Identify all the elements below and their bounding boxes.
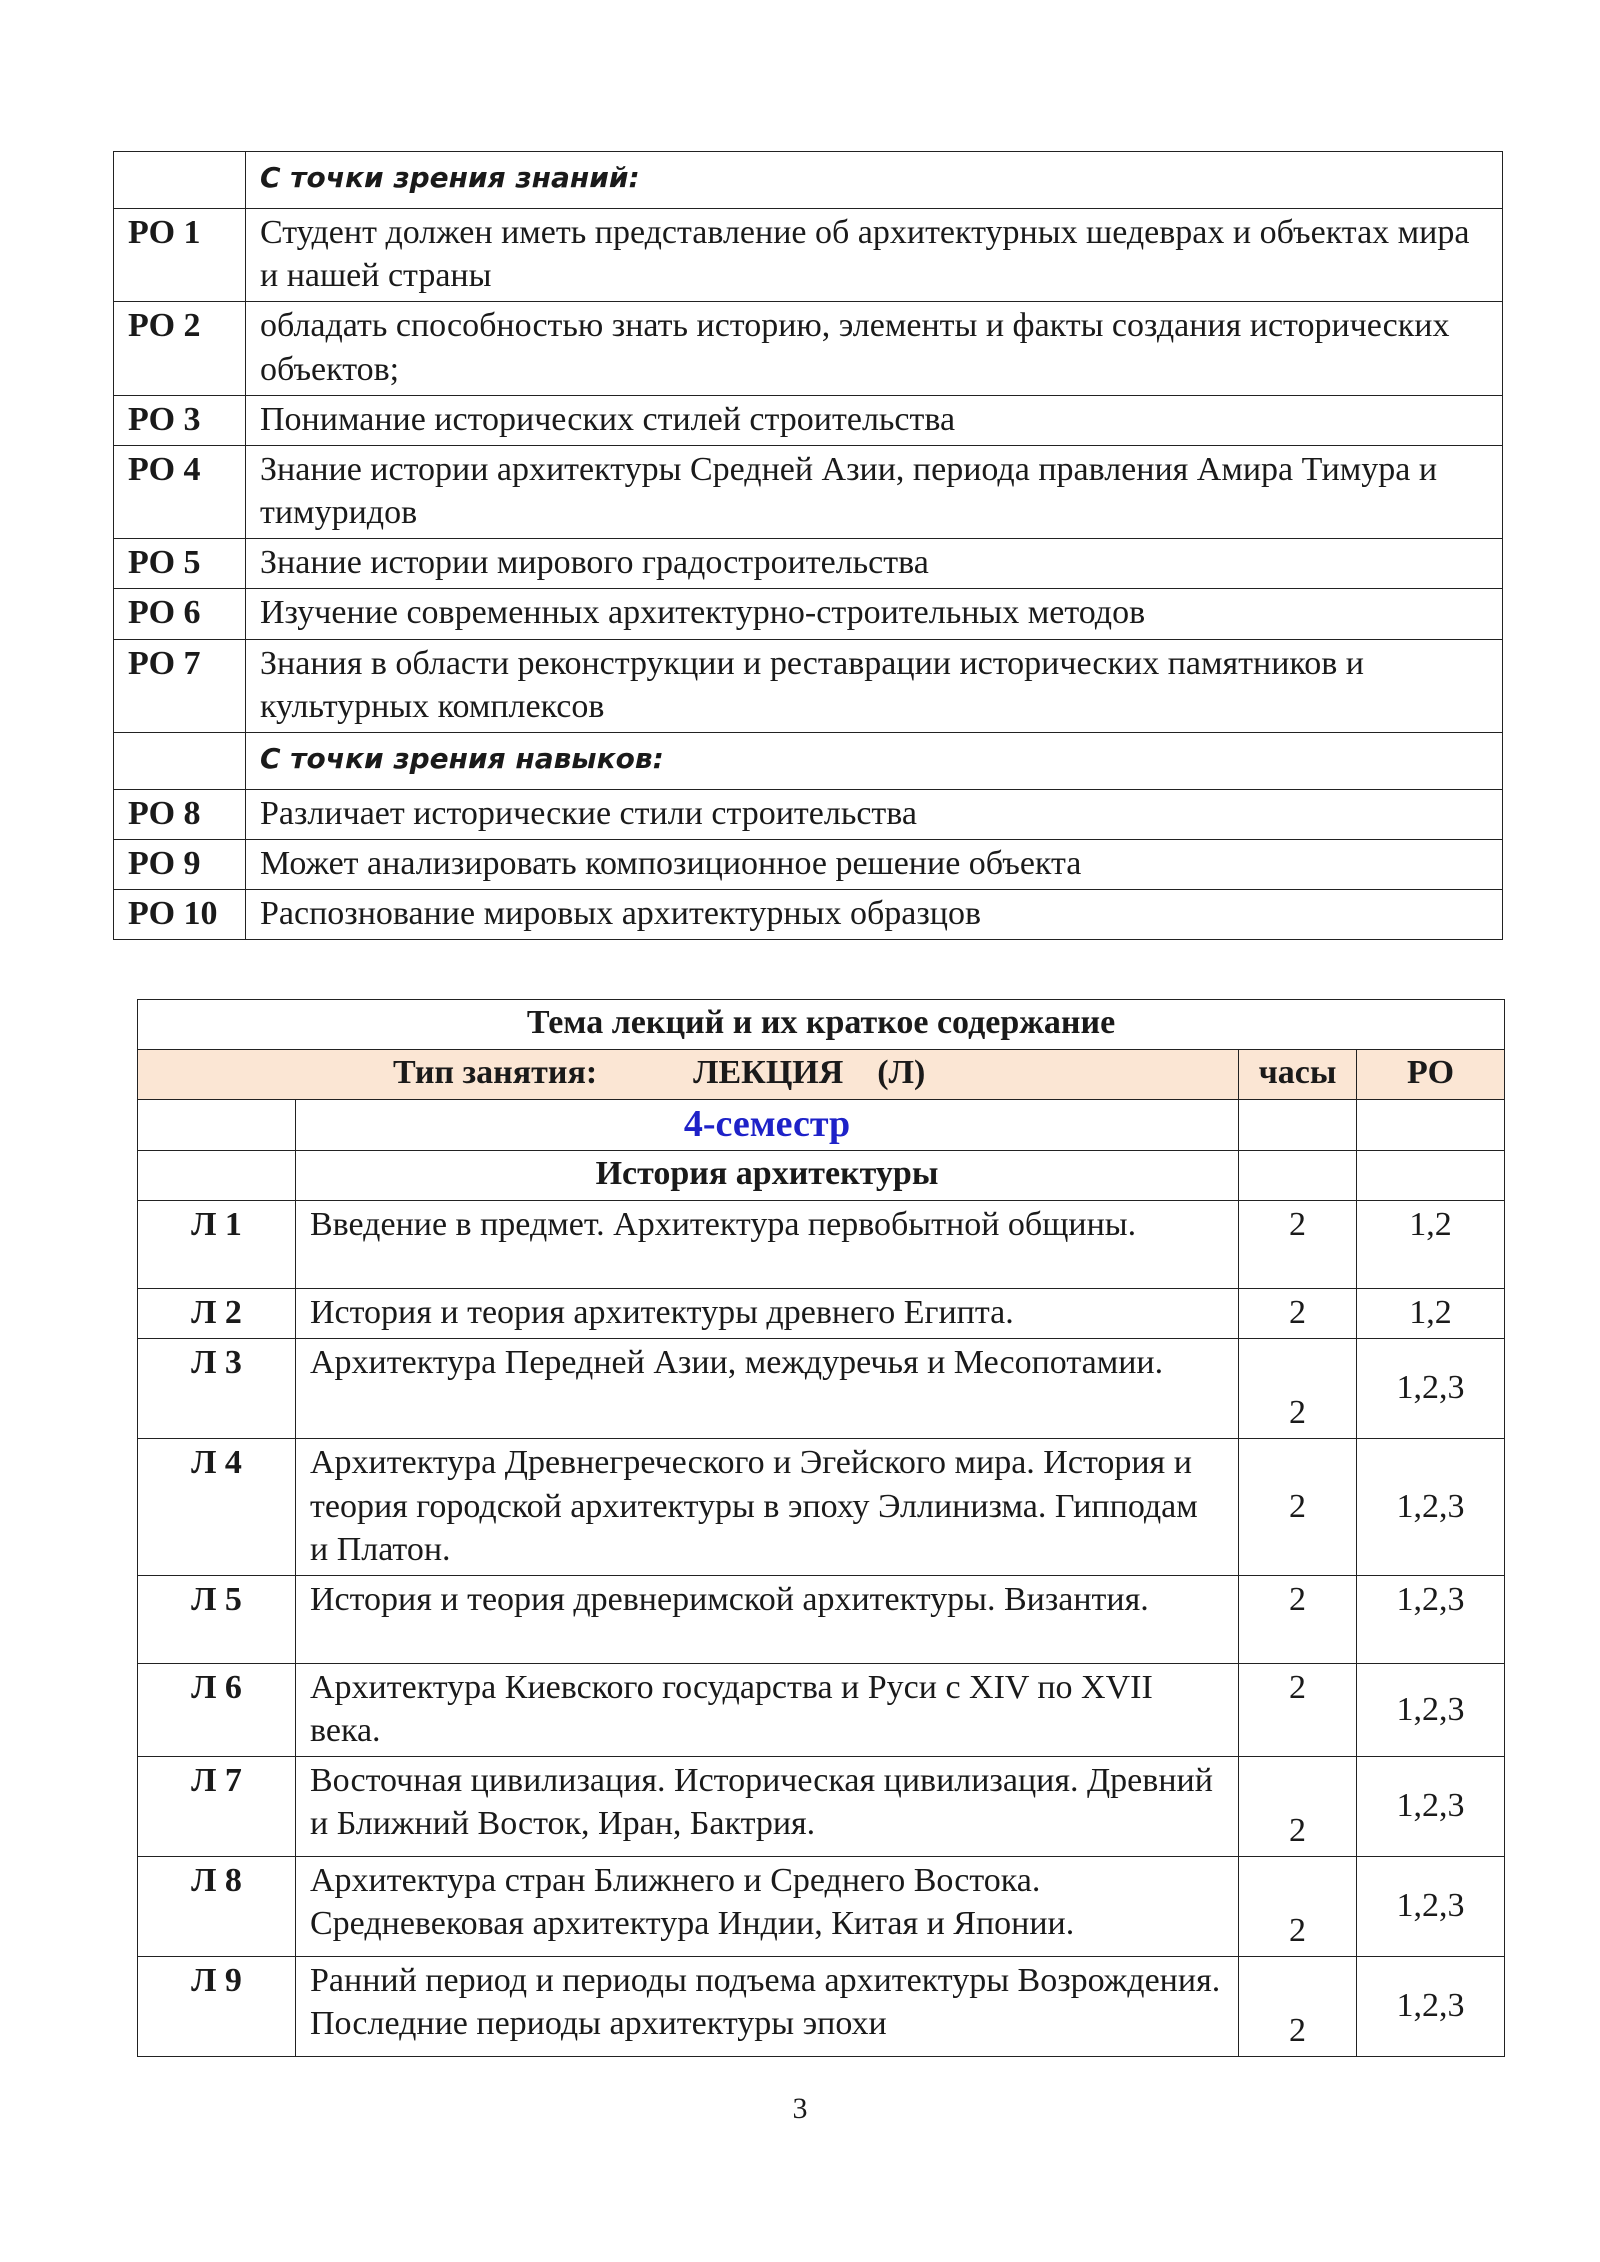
skills-section-row (114, 732, 1503, 789)
outcome-text: Распознование мировых архитектурных образцов (246, 890, 1503, 940)
empty-cell (1239, 1100, 1357, 1151)
subject-label: История архитектуры (296, 1151, 1239, 1201)
empty-cell (1357, 1151, 1505, 1201)
lecture-topic: История и теория древнеримской архитектуры. Византия. (296, 1575, 1239, 1663)
knowledge-heading: С точки зрения знаний: (246, 152, 1503, 209)
lecture-code: Л 5 (138, 1575, 296, 1663)
outcome-text: Различает исторические стили строительства (246, 789, 1503, 839)
lecture-po: 1,2,3 (1357, 1439, 1505, 1576)
lectures-title-row (138, 1000, 1505, 1050)
lecture-code: Л 6 (138, 1663, 296, 1756)
empty-cell (114, 732, 246, 789)
lecture-code: Л 9 (138, 1957, 296, 2057)
lecture-row (138, 1757, 1505, 1857)
lecture-code: Л 8 (138, 1857, 296, 1957)
outcome-text: Понимание исторических стилей строительства (246, 395, 1503, 445)
empty-cell (1357, 1100, 1505, 1151)
outcome-code: РО 7 (114, 639, 246, 732)
lecture-po: 1,2,3 (1357, 1575, 1505, 1663)
outcome-text: обладать способностью знать историю, элементы и факты создания исторических объектов; (246, 302, 1503, 395)
lecture-po: 1,2,3 (1357, 1757, 1505, 1857)
lesson-type-row (138, 1050, 1505, 1100)
lectures-table-title: Тема лекций и их краткое содержание (138, 1000, 1505, 1050)
lecture-code: Л 2 (138, 1289, 296, 1339)
outcome-row (114, 445, 1503, 538)
lesson-type-label: Тип занятия: (393, 1054, 598, 1091)
lecture-topic: Архитектура стран Ближнего и Среднего Востока. Средневековая архитектура Индии, Китая и Японии. (296, 1857, 1239, 1957)
lecture-code: Л 4 (138, 1439, 296, 1576)
outcome-row (114, 209, 1503, 302)
outcome-row (114, 840, 1503, 890)
lecture-po: 1,2,3 (1357, 1339, 1505, 1439)
outcome-text: Изучение современных архитектурно-строительных методов (246, 589, 1503, 639)
outcome-text: Может анализировать композиционное решение объекта (246, 840, 1503, 890)
lecture-topic: Архитектура Древнегреческого и Эгейского мира. История и теория городской архитектуры в эпоху Эллинизма. Гипподам и Платон. (296, 1439, 1239, 1576)
lecture-topic: История и теория архитектуры древнего Египта. (296, 1289, 1239, 1339)
lecture-row (138, 1663, 1505, 1756)
outcome-code: РО 6 (114, 589, 246, 639)
lecture-hours: 2 (1239, 1575, 1357, 1663)
learning-outcomes-table (113, 151, 1503, 940)
outcome-row (114, 539, 1503, 589)
po-header: РО (1357, 1050, 1505, 1100)
lectures-table (137, 999, 1505, 2057)
skills-heading: С точки зрения навыков: (246, 732, 1503, 789)
empty-cell (1239, 1151, 1357, 1201)
page-number: 3 (792, 2092, 808, 2125)
lecture-row (138, 1957, 1505, 2057)
lecture-po: 1,2,3 (1357, 1857, 1505, 1957)
empty-cell (138, 1100, 296, 1151)
outcome-row (114, 589, 1503, 639)
empty-cell (114, 152, 246, 209)
outcome-code: РО 2 (114, 302, 246, 395)
lecture-hours: 2 (1239, 1663, 1357, 1756)
outcome-text: Знания в области реконструкции и реставрации исторических памятников и культурных комплексов (246, 639, 1503, 732)
outcome-code: РО 9 (114, 840, 246, 890)
semester-row (138, 1100, 1505, 1151)
outcome-code: РО 4 (114, 445, 246, 538)
outcome-code: РО 8 (114, 789, 246, 839)
outcome-row (114, 890, 1503, 940)
lecture-topic: Архитектура Передней Азии, междуречья и Месопотамии. (296, 1339, 1239, 1439)
knowledge-section-row (114, 152, 1503, 209)
lecture-row (138, 1439, 1505, 1576)
lecture-hours: 2 (1239, 1439, 1357, 1576)
lecture-hours: 2 (1239, 1857, 1357, 1957)
lecture-po: 1,2,3 (1357, 1663, 1505, 1756)
lecture-topic: Введение в предмет. Архитектура первобытной общины. (296, 1201, 1239, 1289)
semester-label: 4-семестр (296, 1100, 1239, 1151)
empty-cell (138, 1151, 296, 1201)
lecture-topic: Архитектура Киевского государства и Руси с XIV по XVII века. (296, 1663, 1239, 1756)
outcome-code: РО 3 (114, 395, 246, 445)
lecture-hours: 2 (1239, 1757, 1357, 1857)
lecture-row (138, 1575, 1505, 1663)
outcome-row (114, 789, 1503, 839)
lecture-hours: 2 (1239, 1957, 1357, 2057)
outcome-code: РО 10 (114, 890, 246, 940)
lecture-po: 1,2 (1357, 1201, 1505, 1289)
lecture-topic: Восточная цивилизация. Историческая цивилизация. Древний и Ближний Восток, Иран, Бактрия. (296, 1757, 1239, 1857)
outcome-row (114, 639, 1503, 732)
outcome-code: РО 1 (114, 209, 246, 302)
lecture-code: Л 3 (138, 1339, 296, 1439)
hours-header: часы (1239, 1050, 1357, 1100)
lecture-po: 1,2 (1357, 1289, 1505, 1339)
lecture-row (138, 1201, 1505, 1289)
lecture-hours: 2 (1239, 1339, 1357, 1439)
subject-row (138, 1151, 1505, 1201)
lecture-topic: Ранний период и периоды подъема архитектуры Возрождения. Последние периоды архитектуры эпохи (296, 1957, 1239, 2057)
lecture-po: 1,2,3 (1357, 1957, 1505, 2057)
outcome-row (114, 395, 1503, 445)
lecture-row (138, 1339, 1505, 1439)
outcome-text: Знание истории мирового градостроительства (246, 539, 1503, 589)
outcome-text: Знание истории архитектуры Средней Азии, периода правления Амира Тимура и тимуридов (246, 445, 1503, 538)
outcome-code: РО 5 (114, 539, 246, 589)
lecture-hours: 2 (1239, 1201, 1357, 1289)
lecture-hours: 2 (1239, 1289, 1357, 1339)
lecture-code: Л 7 (138, 1757, 296, 1857)
lecture-row (138, 1857, 1505, 1957)
outcome-row (114, 302, 1503, 395)
outcome-text: Студент должен иметь представление об архитектурных шедеврах и объектах мира и нашей страны (246, 209, 1503, 302)
lesson-type-value: ЛЕКЦИЯ (Л) (693, 1054, 926, 1091)
lecture-code: Л 1 (138, 1201, 296, 1289)
lesson-type-cell (138, 1050, 1239, 1100)
lecture-row (138, 1289, 1505, 1339)
